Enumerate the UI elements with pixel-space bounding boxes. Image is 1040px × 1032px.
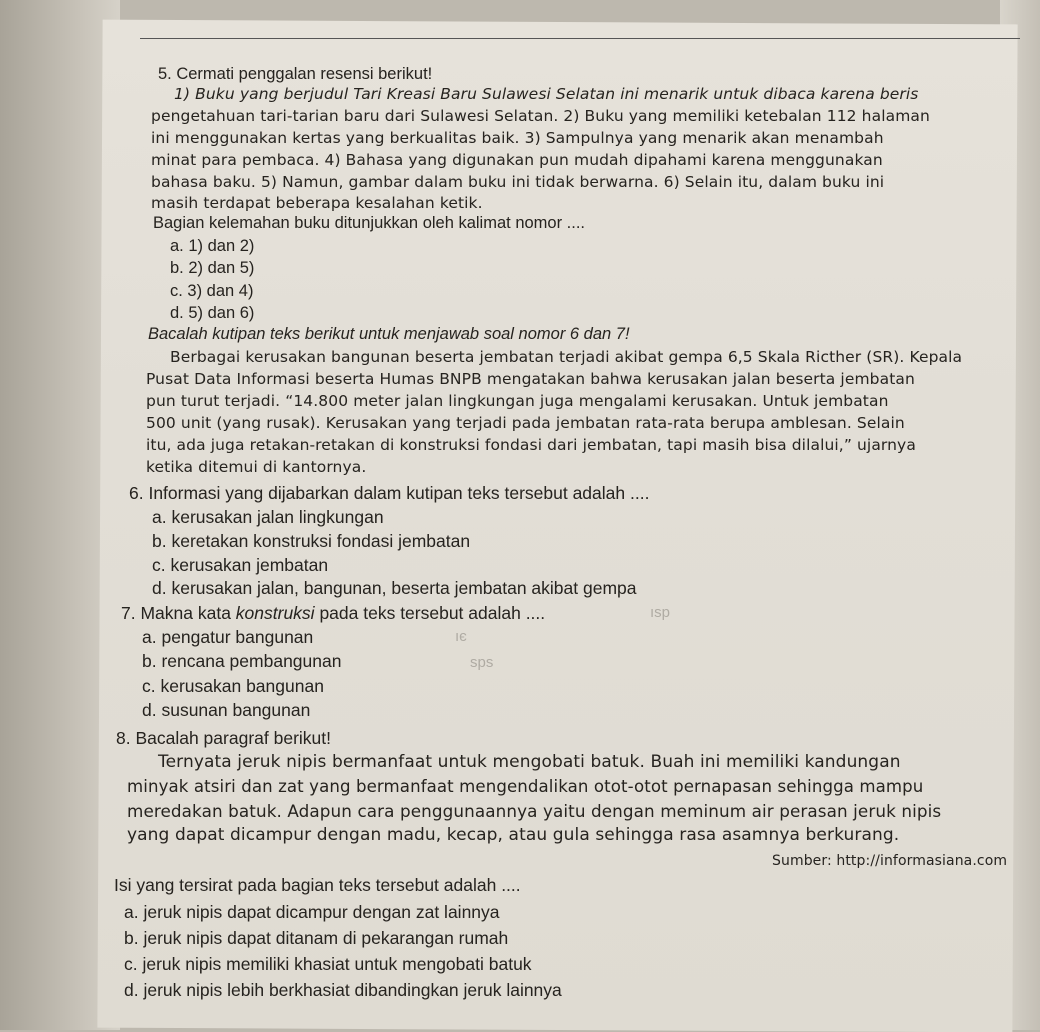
q5-question: Bagian kelemahan buku ditunjukkan oleh kalimat nomor .... (153, 214, 586, 232)
q5-para-line: minat para pembaca. 4) Bahasa yang digunakan pun mudah dipahami karena menggunakan (151, 151, 883, 169)
q5-option-c: c. 3) dan 4) (170, 282, 254, 300)
q7-option-c: c. kerusakan bangunan (142, 676, 324, 696)
q7-option-b: b. rencana pembangunan (142, 651, 342, 671)
q6-option-b: b. keretakan konstruksi fondasi jembatan (152, 531, 471, 551)
q5-option-b: b. 2) dan 5) (170, 259, 255, 277)
pencil-annotation: ıє (455, 628, 467, 645)
q8-source: Sumber: http://informasiana.com (772, 853, 1008, 869)
q7-option-a: a. pengatur bangunan (142, 627, 314, 647)
passage-line: Berbagai kerusakan bangunan beserta jembatan terjadi akibat gempa 6,5 Skala Ricther (SR). Kepala (170, 348, 963, 366)
q5-option-d: d. 5) dan 6) (170, 304, 255, 322)
q6-option-d: d. kerusakan jalan, bangunan, beserta jembatan akibat gempa (152, 578, 637, 598)
q7-question-post: pada teks tersebut adalah .... (314, 603, 546, 623)
q8-option-b: b. jeruk nipis dapat ditanam di pekarangan rumah (124, 928, 509, 948)
q5-para-line: masih terdapat beberapa kesalahan ketik. (151, 194, 483, 212)
passage-line: Pusat Data Informasi beserta Humas BNPB mengatakan bahwa kerusakan jalan beserta jembatan (146, 370, 915, 388)
q7-option-d: d. susunan bangunan (142, 700, 311, 720)
q5-para-line: bahasa baku. 5) Namun, gambar dalam buku ini tidak berwarna. 6) Selain itu, dalam buku ini (151, 173, 885, 191)
q8-para-line: yang dapat dicampur dengan madu, kecap, atau gula sehingga rasa asamnya berkurang. (127, 825, 900, 845)
q8-para-line: meredakan batuk. Adapun cara penggunaannya yaitu dengan meminum air perasan jeruk nipis (127, 801, 942, 821)
q7-question-pre: 7. Makna kata (121, 603, 236, 623)
q8-option-a: a. jeruk nipis dapat dicampur dengan zat lainnya (124, 902, 500, 922)
passage-line: pun turut terjadi. “14.800 meter jalan lingkungan juga mengalami kerusakan. Untuk jembatan (146, 392, 889, 410)
q6-option-a: a. kerusakan jalan lingkungan (152, 507, 384, 527)
passage-intro: Bacalah kutipan teks berikut untuk menjawab soal nomor 6 dan 7! (148, 325, 630, 343)
q5-para-line: ini menggunakan kertas yang berkualitas baik. 3) Sampulnya yang menarik akan menambah (151, 129, 884, 147)
q7-question-word: konstruksi (235, 603, 315, 623)
q8-option-c: c. jeruk nipis memiliki khasiat untuk mengobati batuk (124, 954, 532, 974)
pencil-annotation: sps (470, 654, 494, 671)
q6-question: 6. Informasi yang dijabarkan dalam kutipan teks tersebut adalah .... (129, 483, 650, 503)
q8-para-line: minyak atsiri dan zat yang bermanfaat mengendalikan otot-otot pernapasan sehingga mampu (127, 777, 924, 796)
q5-option-a: a. 1) dan 2) (170, 237, 255, 255)
q5-para-line: pengetahuan tari-tarian baru dari Sulawesi Selatan. 2) Buku yang memiliki ketebalan 112 halaman (151, 107, 930, 125)
q5-para-line: 1) Buku yang berjudul Tari Kreasi Baru Sulawesi Selatan ini menarik untuk dibaca karena beris (174, 85, 919, 103)
passage-line: 500 unit (yang rusak). Kerusakan yang terjadi pada jembatan rata-rata berupa amblesan. Selain (146, 414, 905, 432)
pencil-annotation: ısp (650, 604, 671, 621)
q8-para-line: Ternyata jeruk nipis bermanfaat untuk mengobati batuk. Buah ini memiliki kandungan (158, 752, 901, 772)
q6-option-c: c. kerusakan jembatan (152, 555, 329, 575)
passage-line: itu, ada juga retakan-retakan di konstruksi fondasi dari jembatan, tapi masih bisa dilalui,” ujarnya (146, 436, 916, 454)
q8-question: Isi yang tersirat pada bagian teks tersebut adalah .... (114, 875, 521, 895)
q8-header: 8. Bacalah paragraf berikut! (116, 728, 331, 748)
q8-option-d: d. jeruk nipis lebih berkhasiat dibandingkan jeruk lainnya (124, 980, 562, 1000)
q5-header: 5. Cermati penggalan resensi berikut! (158, 65, 433, 83)
q7-question (121, 603, 545, 623)
passage-line: ketika ditemui di kantornya. (146, 458, 367, 476)
